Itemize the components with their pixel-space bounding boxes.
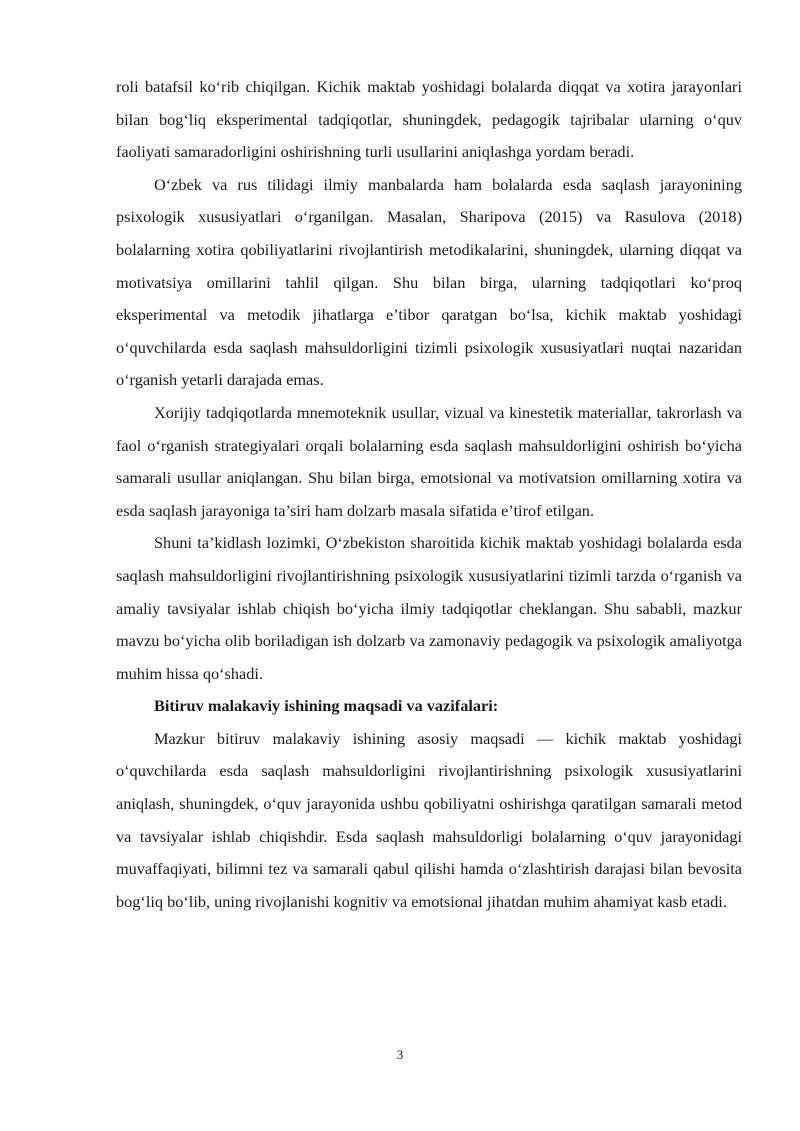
paragraph-continuation: roli batafsil ko‘rib chiqilgan. Kichik maktab yoshidagi bolalarda diqqat va xotira jarayonlari bilan bog‘liq eksperimental tadqiqotlar, shuningdek, pedagogik tajribalar ularning o‘quv faoliyati samaradorligini oshirishning turli usullarini aniqlashga yordam beradi. [116, 77, 742, 162]
paragraph-goal: Mazkur bitiruv malakaviy ishining asosiy maqsadi — kichik maktab yoshidagi o‘quvchilarda esda saqlash mahsuldorligini rivojlantirishning psixologik xususiyatlarini aniqlash, shuningdek, o‘quv jarayonida ushbu qobiliyatni oshirishga qaratilgan samarali metod va tavsiyalar ishlab chiqishdir. Esda saqlash mahsuldorligi bolalarning o‘quv jarayonidagi muvaffaqiyati, bilimni tez va samarali qabul qilishi hamda o‘zlashtirish darajasi bilan bevosita bog‘liq bo‘lib, uning rivojlanishi kognitiv va emotsional jihatdan muhim ahamiyat kasb etadi. [116, 728, 742, 911]
page-number: 3 [396, 1047, 404, 1062]
section-heading: Bitiruv malakaviy ishining maqsadi va vazifalari: [154, 696, 499, 716]
paragraph-uzbekistan-context: Shuni ta’kidlash lozimki, O‘zbekiston sharoitida kichik maktab yoshidagi bolalarda esda saqlash mahsuldorligini rivojlantirishning psixologik xususiyatlarini tizimli tarzda o‘rganish va amaliy tavsiyalar ishlab chiqish bo‘yicha ilmiy tadqiqotlar cheklangan. Shu sababli, mazkur mavzu bo‘yicha olib boriladigan ish dolzarb va zamonaviy pedagogik va psixologik amaliyotga muhim hissa qo‘shadi. [116, 533, 742, 683]
document-page [116, 71, 742, 918]
paragraph-foreign-research: Xorijiy tadqiqotlarda mnemoteknik usullar, vizual va kinestetik materiallar, takrorlash va faol o‘rganish strategiyalari orqali bolalarning esda saqlash mahsuldorligini oshirish bo‘yicha samarali usullar aniqlangan. Shu bilan birga, emotsional va motivatsion omillarning xotira va esda saqlash jarayoniga ta’siri ham dolzarb masala sifatida e’tirof etilgan. [116, 402, 742, 520]
paragraph-uzbek-russian-sources: O‘zbek va rus tilidagi ilmiy manbalarda ham bolalarda esda saqlash jarayonining psixologik xususiyatlari o‘rganilgan. Masalan, Sharipova (2015) va Rasulova (2018) bolalarning xotira qobiliyatlarini rivojlantirish metodikalarini, shuningdek, ularning diqqat va motivatsiya omillarini tahlil qilgan. Shu bilan birga, ularning tadqiqotlari ko‘proq eksperimental va metodik jihatlarga e’tibor qaratgan bo‘lsa, kichik maktab yoshidagi o‘quvchilarda esda saqlash mahsuldorligini tizimli psixologik xususiyatlari nuqtai nazaridan o‘rganish yetarli darajada emas. [116, 174, 742, 390]
